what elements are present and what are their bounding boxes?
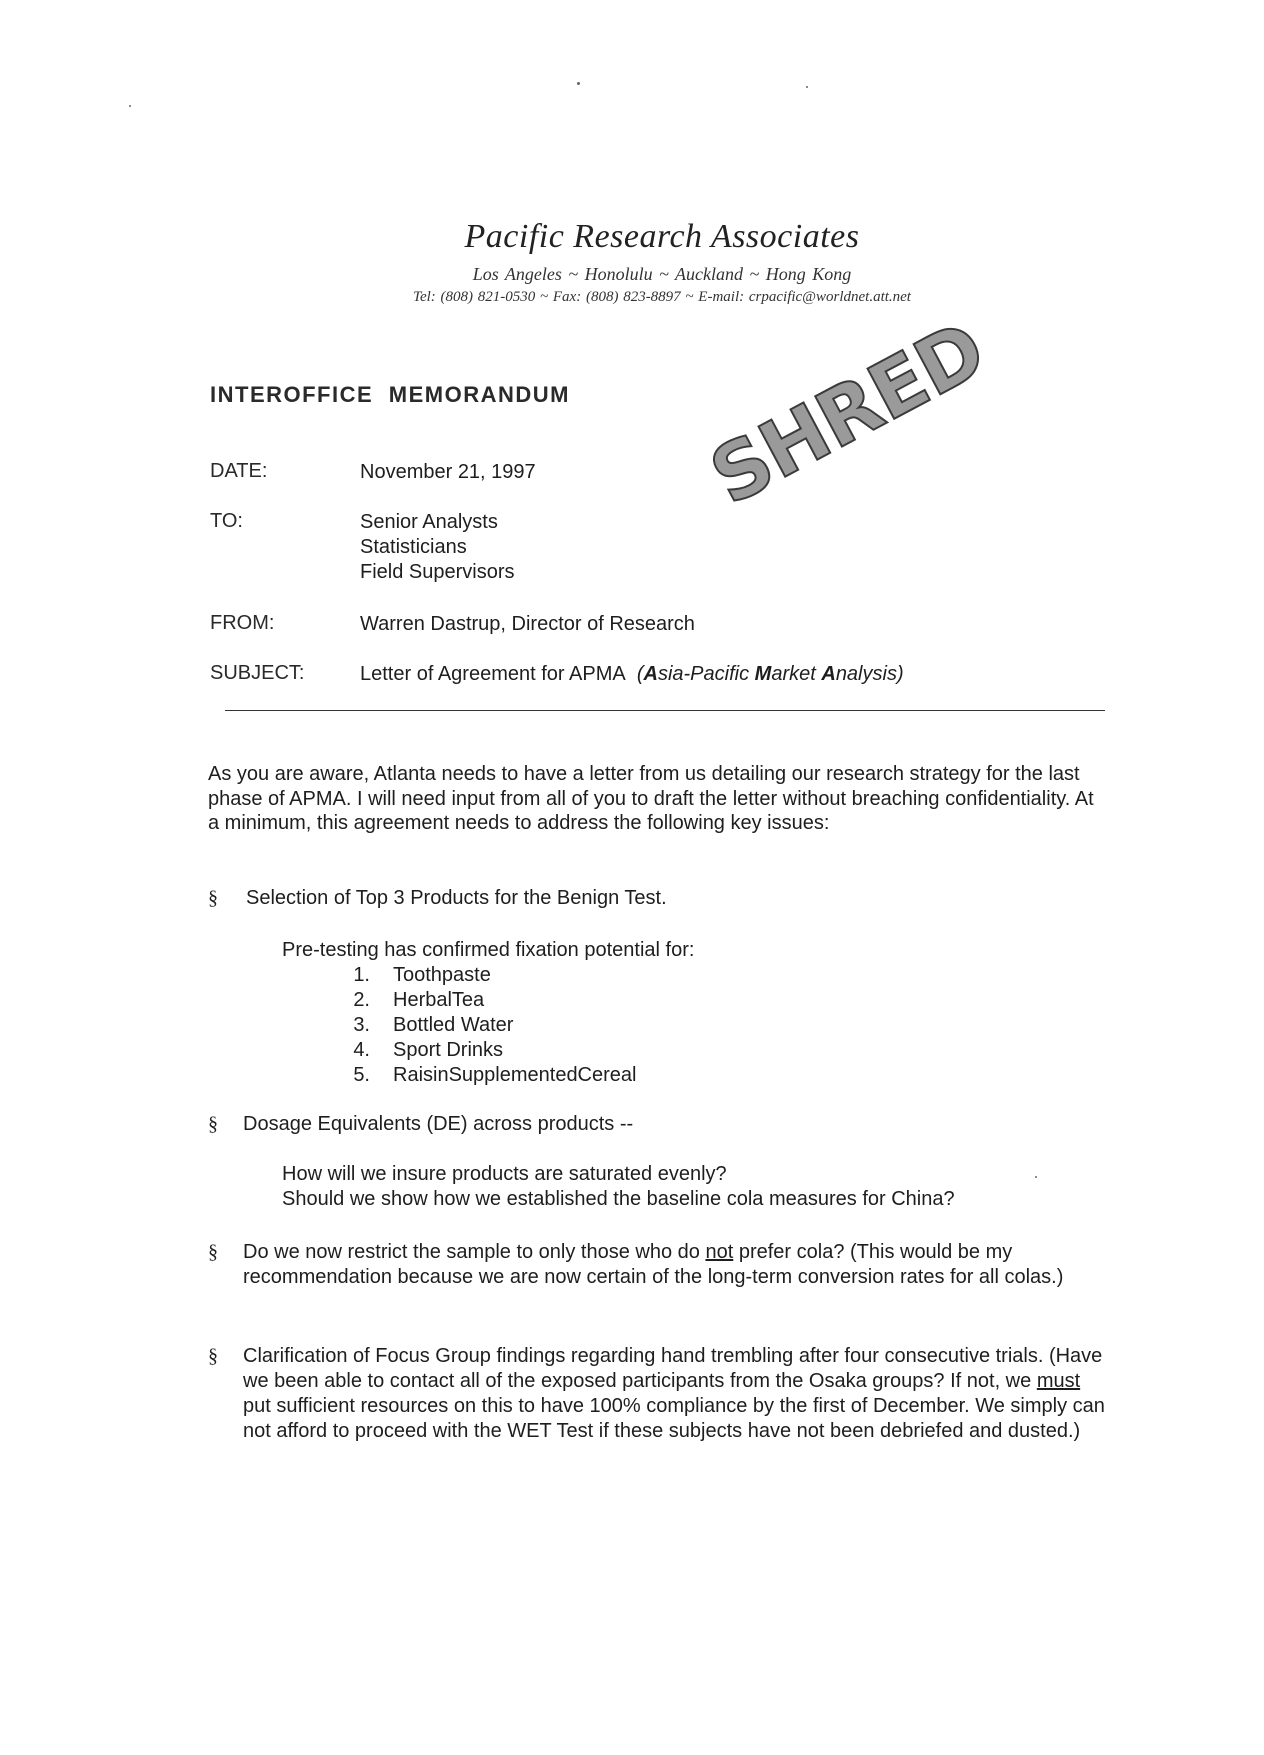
scan-speck (1035, 1176, 1037, 1178)
office-locations: Los Angeles ~ Honolulu ~ Auckland ~ Hong Kong (472, 264, 852, 284)
header-divider (225, 710, 1105, 711)
scan-speck (806, 86, 808, 88)
to-label: TO: (210, 510, 243, 532)
memo-title: INTEROFFICE MEMORANDUM (210, 382, 570, 407)
letterhead (0, 218, 1264, 306)
issue-text: Selection of Top 3 Products for the Benign Test. (246, 887, 667, 909)
date-label: DATE: (210, 460, 268, 482)
date-value: November 21, 1997 (360, 461, 536, 483)
subject-expansion: (Asia-Pacific Market Analysis) (636, 663, 904, 685)
de-question: Should we show how we established the baseline cola measures for China? (282, 1188, 955, 1210)
issue-text: Clarification of Focus Group findings regarding hand trembling after four consecutive trials. (Have we been able to contact all of the exposed participants from the Osaka groups? If not, we must put sufficient resources on this to have 100% compliance by the first of December. We simply can not afford to proceed with the WET Test if these subjects have not been debriefed and dusted.) (243, 1345, 1105, 1442)
de-questions (282, 1162, 955, 1212)
recipient: Statisticians (360, 536, 467, 558)
issue-text: Do we now restrict the sample to only those who do not prefer cola? (This would be my recommendation because we are now certain of the long-term conversion rates for all colas.) (243, 1241, 1064, 1288)
scan-speck (577, 82, 580, 85)
intro-paragraph: As you are aware, Atlanta needs to have a letter from us detailing our research strategy for the last phase of APMA. I will need input from all of you to draft the letter without breaching confidentiality. At a minimum, this agreement needs to address the following key issues: (208, 763, 1094, 834)
contact-line: Tel: (808) 821-0530 ~ Fax: (808) 823-8897 ~ E-mail: crpacific@worldnet.att.net (413, 289, 911, 305)
to-recipients (360, 510, 515, 585)
company-name: Pacific Research Associates (464, 218, 860, 255)
recipient: Senior Analysts (360, 511, 498, 533)
from-value: Warren Dastrup, Director of Research (360, 613, 695, 635)
memo-page: Pacific Research Associates Los Angeles ~ Honolulu ~ Auckland ~ Hong Kong Tel: (808) 821-0530 ~ Fax: (808) 823-8897 ~ E-mail: crpacific@worldnet.att.net INTEROFFICE MEMORANDUM SHRED DATE: November 21, 1997 TO: Senior Analysts Statisticians Field Supervisors FROM: Warren Dastrup, Director of Research SUBJECT: Letter of Agreement for APMA (Asia-Pacific Market Analysis) As you are aware, Atlanta needs to have a letter from us detailing our research strategy for the last phase of APMA. I will need input from all of you to draft the letter without breaching confidentiality. At a minimum, this agreement needs to address the following key issues: § Selection of Top 3 Products for the Benign Test. Pre-testing has confirmed fixation potential for: 1. Toothpaste 2. HerbalTea 3. Bottled Water 4. Sport Drinks 5. RaisinSupplementedCereal § Dosage Equivalents (DE) across products -- How will we insure products are saturated evenly? Should we show how we established the baseline cola measures for China? § Do we now restrict the sample to only those who do not prefer cola? (This would be my recommendation because we are now certain of the long-term conversion rates for all colas.) § Clarification of Focus Group findings regarding hand trembling after four consecutive trials. (Have we been able to contact all of the exposed participants from the Osaka groups? If not, we must put sufficient resources on this to have 100% compliance by the first of December. We simply can not afford to proceed with the WET Test if these subjects have not been debriefed and dusted.) (0, 0, 1264, 1755)
pretest-note: Pre-testing has confirmed fixation potential for: (282, 939, 695, 961)
section-symbol: § (208, 887, 218, 909)
de-question: How will we insure products are saturated evenly? (282, 1163, 727, 1185)
issue-text: Dosage Equivalents (DE) across products -- (243, 1113, 634, 1135)
section-symbol: § (208, 1113, 218, 1135)
shred-stamp: SHRED (696, 304, 1000, 523)
from-label: FROM: (210, 612, 275, 634)
emphasis-underline: must (1036, 1370, 1081, 1392)
subject-label: SUBJECT: (210, 662, 305, 684)
subject-value (360, 662, 904, 687)
section-symbol: § (208, 1241, 218, 1263)
scan-speck (129, 105, 131, 107)
subject-main: Letter of Agreement for APMA (360, 663, 626, 685)
recipient: Field Supervisors (360, 561, 515, 583)
section-symbol: § (208, 1345, 218, 1367)
emphasis-underline: not (705, 1241, 734, 1263)
